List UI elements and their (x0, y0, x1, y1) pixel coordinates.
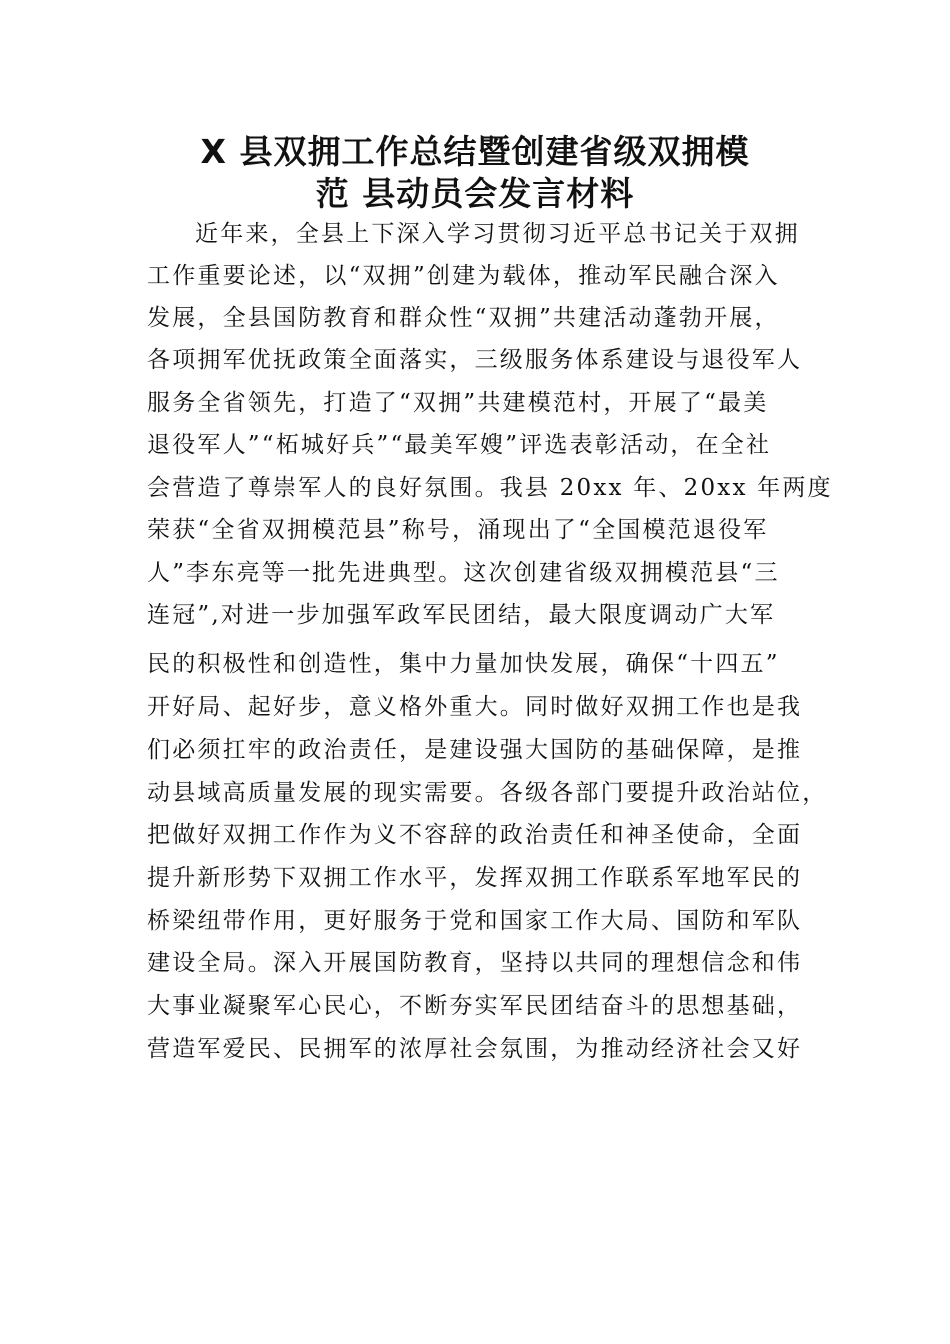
body-text-line: 人”李东亮等一批先进典型。这次创建省级双拥模范县“三 (147, 560, 780, 586)
body-text-line: 建设全局。深入开展国防教育，坚持以共同的理想信念和伟 (147, 950, 803, 976)
body-text-line: 服务全省领先，打造了“双拥”共建模范村，开展了“最美 (147, 390, 769, 416)
body-text-line: 把做好双拥工作作为义不容辞的政治责任和神圣使命，全面 (147, 822, 803, 848)
body-text-line: 大事业凝聚军心民心，不断夯实军民团结奋斗的思想基础， (147, 993, 803, 1019)
document-title-line-2: 范 县动员会发言材料 (315, 174, 635, 213)
body-text-line: 民的积极性和创造性，集中力量加快发展，确保“十四五” (147, 651, 780, 677)
body-text-line: 桥梁纽带作用，更好服务于党和国家工作大局、国防和军队 (147, 908, 803, 934)
body-text-line: 工作重要论述，以“双拥”创建为载体，推动军民融合深入 (147, 263, 780, 289)
document-title-line-1: X 县双拥工作总结暨创建省级双拥模 (200, 132, 750, 171)
body-text-line: 荣获“全省双拥模范县”称号，涌现出了“全国模范退役军 (147, 517, 769, 543)
body-text-line: 近年来，全县上下深入学习贯彻习近平总书记关于双拥 (195, 221, 800, 247)
body-text-line: 退役军人”“柘城好兵”“最美军嫂”评选表彰活动，在全社 (147, 432, 772, 458)
body-text-line: 连冠”,对进一步加强军政军民团结，最大限度调动广大军 (147, 602, 776, 628)
body-text-line: 各项拥军优抚政策全面落实，三级服务体系建设与退役军人 (147, 347, 803, 373)
body-text-line: 动县域高质量发展的现实需要。各级各部门要提升政治站位， (147, 780, 828, 806)
body-text-line: 们必须扛牢的政治责任，是建设强大国防的基础保障，是推 (147, 737, 803, 763)
body-text-line: 提升新形势下双拥工作水平，发挥双拥工作联系军地军民的 (147, 865, 803, 891)
body-text-line: 发展，全县国防教育和群众性“双拥”共建活动蓬勃开展， (147, 305, 780, 331)
body-text-line: 开好局、起好步，意义格外重大。同时做好双拥工作也是我 (147, 694, 803, 720)
body-text-line: 会营造了尊崇军人的良好氛围。我县 20xx 年、20xx 年两度 (147, 475, 833, 501)
body-text-line: 营造军爱民、民拥军的浓厚社会氛围，为推动经济社会又好 (147, 1036, 803, 1062)
